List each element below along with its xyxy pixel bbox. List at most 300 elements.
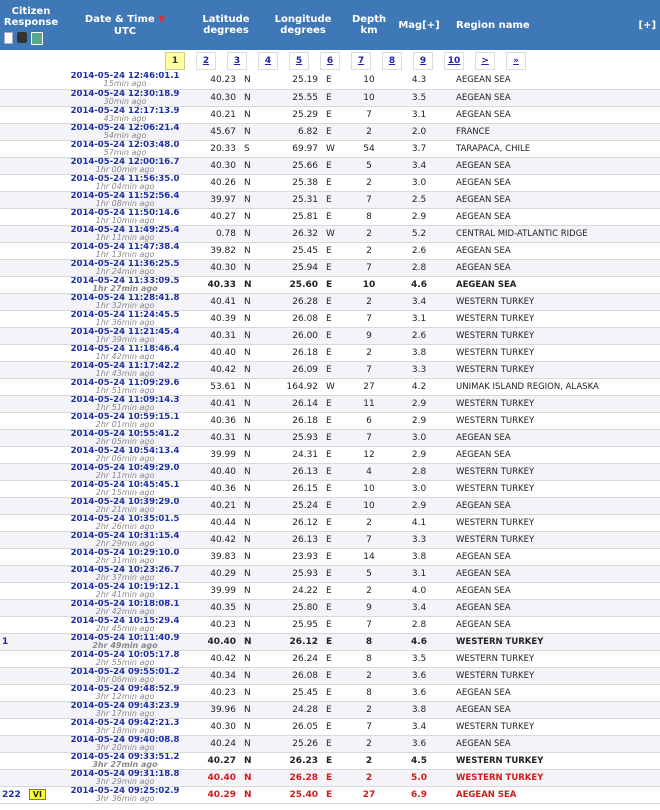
citizen-response-cell <box>0 344 60 361</box>
latitude-value: 40.29 <box>210 568 236 579</box>
longitude-value: 26.24 <box>292 653 319 664</box>
longitude-value: 26.23 <box>289 755 319 766</box>
depth-value: 5 <box>366 568 372 579</box>
table-row[interactable] <box>0 769 660 786</box>
event-datetime-link[interactable]: 2014-05-24 12:06:21.4 <box>70 123 180 133</box>
event-datetime-link[interactable]: 2014-05-24 11:56:35.0 <box>70 174 180 184</box>
table-row[interactable] <box>0 191 660 208</box>
time-ago: 2hr 31min ago <box>95 555 155 565</box>
longitude-value: 25.94 <box>292 262 319 273</box>
event-datetime-link[interactable]: 2014-05-24 11:24:45.5 <box>70 310 180 320</box>
time-ago: 1hr 11min ago <box>95 232 155 242</box>
event-datetime-link[interactable]: 2014-05-24 09:40:08.8 <box>70 735 180 745</box>
region-name: WESTERN TURKEY <box>456 653 535 664</box>
longitude-value: 25.45 <box>292 687 319 698</box>
datetime-cell <box>60 463 190 480</box>
depth-value: 7 <box>366 432 372 443</box>
page-link[interactable]: 3 <box>227 52 247 70</box>
magnitude-value: 3.1 <box>411 568 427 579</box>
latitude-direction: S <box>244 143 250 154</box>
event-datetime-link[interactable]: 2014-05-24 10:55:41.2 <box>70 429 180 439</box>
longitude-value: 26.18 <box>292 347 319 358</box>
event-datetime-link[interactable]: 2014-05-24 10:35:01.5 <box>70 514 180 524</box>
latitude-direction: N <box>244 75 251 86</box>
table-row[interactable] <box>0 446 660 463</box>
region-name: WESTERN TURKEY <box>456 330 535 341</box>
latitude-direction: N <box>244 738 251 749</box>
datetime-cell <box>60 191 190 208</box>
latitude-value: 40.42 <box>210 364 236 375</box>
page-link[interactable]: » <box>506 52 526 70</box>
event-datetime-link[interactable]: 2014-05-24 10:29:10.0 <box>70 548 180 558</box>
citizen-response-cell <box>0 531 60 548</box>
region-name: WESTERN TURKEY <box>456 415 535 426</box>
depth-value: 2 <box>366 704 372 715</box>
citizen-response-cell <box>0 327 60 344</box>
magnitude-value: 4.6 <box>411 279 427 290</box>
event-datetime-link[interactable]: 2014-05-24 09:33:51.2 <box>70 752 180 762</box>
longitude-value: 24.28 <box>292 704 319 715</box>
longitude-direction: E <box>326 653 332 664</box>
datetime-cell <box>60 276 190 293</box>
page-link[interactable]: 6 <box>320 52 340 70</box>
datetime-cell <box>60 650 190 667</box>
magnitude-value: 3.4 <box>411 602 427 613</box>
latitude-value: 40.21 <box>210 500 236 511</box>
latitude-value: 40.23 <box>210 619 236 630</box>
citizen-response-header[interactable] <box>0 0 60 50</box>
magnitude-value: 4.3 <box>411 75 427 86</box>
magnitude-value: 3.4 <box>411 160 427 171</box>
time-ago: 2hr 45min ago <box>95 623 155 633</box>
event-datetime-link[interactable]: 2014-05-24 10:49:29.0 <box>70 463 180 473</box>
datetime-cell <box>60 769 190 786</box>
table-row[interactable] <box>0 157 660 174</box>
citizen-response-cell <box>0 378 60 395</box>
table-row[interactable] <box>0 344 660 361</box>
camera-icon[interactable] <box>17 32 27 43</box>
table-row[interactable] <box>0 701 660 718</box>
event-datetime-link[interactable]: 2014-05-24 11:50:14.6 <box>70 208 180 218</box>
longitude-value: 25.45 <box>292 245 319 256</box>
region-name: AEGEAN SEA <box>456 75 511 86</box>
citizen-response-cell <box>0 72 60 89</box>
longitude-value: 26.15 <box>292 483 319 494</box>
datetime-cell <box>60 225 190 242</box>
longitude-unit: degrees <box>280 25 326 36</box>
latitude-header[interactable] <box>190 0 262 50</box>
page-link[interactable]: 4 <box>258 52 278 70</box>
longitude-value: 25.55 <box>292 92 319 103</box>
table-row[interactable] <box>0 480 660 497</box>
longitude-header[interactable] <box>262 0 344 50</box>
longitude-direction: E <box>326 177 332 188</box>
citizen-response-cell <box>0 276 60 293</box>
citizen-response-cell <box>0 769 60 786</box>
event-datetime-link[interactable]: 2014-05-24 10:05:17.8 <box>70 650 180 660</box>
longitude-value: 26.28 <box>289 772 319 783</box>
event-datetime-link[interactable]: 2014-05-24 09:31:18.8 <box>70 769 180 779</box>
table-row[interactable] <box>0 684 660 701</box>
region-name: AEGEAN SEA <box>456 109 511 120</box>
citizen-response-cell <box>0 633 60 650</box>
longitude-direction: E <box>326 483 332 494</box>
table-row[interactable] <box>0 395 660 412</box>
longitude-direction: E <box>326 755 333 766</box>
event-datetime-link[interactable]: 2014-05-24 10:15:29.4 <box>70 616 180 626</box>
region-name: AEGEAN SEA <box>456 177 511 188</box>
latitude-value: 40.31 <box>210 432 236 443</box>
datetime-cell <box>60 616 190 633</box>
longitude-direction: E <box>326 789 333 800</box>
longitude-direction: E <box>326 585 332 596</box>
datetime-cell <box>60 344 190 361</box>
depth-value: 10 <box>363 483 375 494</box>
depth-value: 2 <box>365 772 373 783</box>
datetime-header[interactable] <box>60 0 190 50</box>
table-row[interactable] <box>0 463 660 480</box>
table-row[interactable] <box>0 72 660 89</box>
datetime-cell <box>60 633 190 650</box>
page-link[interactable]: 7 <box>351 52 371 70</box>
intensity-badge: VI <box>29 789 46 800</box>
longitude-value: 25.29 <box>292 109 319 120</box>
latitude-value: 40.27 <box>210 211 236 222</box>
magnitude-value: 2.9 <box>411 398 427 409</box>
depth-value: 7 <box>366 109 372 120</box>
latitude-value: 39.82 <box>210 245 236 256</box>
table-row[interactable] <box>0 293 660 310</box>
depth-header[interactable] <box>344 0 394 50</box>
header-icons <box>2 32 60 45</box>
longitude-value: 25.24 <box>292 500 319 511</box>
citizen-response-cell <box>0 123 60 140</box>
datetime-cell <box>60 361 190 378</box>
datetime-cell <box>60 718 190 735</box>
event-datetime-link[interactable]: 2014-05-24 10:23:26.7 <box>70 565 180 575</box>
time-ago: 15min ago <box>103 79 147 89</box>
table-row[interactable] <box>0 140 660 157</box>
table-row[interactable] <box>0 89 660 106</box>
event-datetime-link[interactable]: 2014-05-24 10:59:15.1 <box>70 412 180 422</box>
citizen-response-cell <box>0 429 60 446</box>
latitude-direction: N <box>244 109 251 120</box>
datetime-cell <box>60 157 190 174</box>
table-row[interactable] <box>0 548 660 565</box>
pagination-row <box>0 50 660 72</box>
latitude-direction: N <box>244 279 252 290</box>
datetime-header-label: Date & Time <box>84 13 155 25</box>
citizen-response-cell <box>0 701 60 718</box>
latitude-value: 40.39 <box>210 313 236 324</box>
latitude-direction: N <box>244 126 251 137</box>
event-datetime-link[interactable]: 2014-05-24 12:00:16.7 <box>70 157 180 167</box>
longitude-value: 26.13 <box>292 466 319 477</box>
longitude-direction: E <box>326 415 332 426</box>
latitude-value: 39.99 <box>210 449 236 460</box>
page-link[interactable]: > <box>475 52 495 70</box>
event-datetime-link[interactable]: 2014-05-24 11:33:09.5 <box>70 276 180 286</box>
expand-label: [+] <box>638 19 657 31</box>
longitude-direction: E <box>326 687 332 698</box>
longitude-value: 25.38 <box>292 177 319 188</box>
latitude-unit: degrees <box>203 25 249 36</box>
depth-value: 8 <box>366 653 372 664</box>
event-datetime-link[interactable]: 2014-05-24 11:52:56.4 <box>70 191 180 201</box>
citizen-count[interactable]: 222 <box>2 790 21 800</box>
table-row[interactable] <box>0 106 660 123</box>
event-datetime-link[interactable]: 2014-05-24 09:55:01.2 <box>70 667 180 677</box>
depth-value: 8 <box>365 636 373 647</box>
depth-value: 2 <box>366 228 372 239</box>
datetime-cell <box>60 582 190 599</box>
table-row[interactable] <box>0 429 660 446</box>
depth-header-label: Depth <box>351 14 387 25</box>
table-row[interactable] <box>0 599 660 616</box>
table-row[interactable] <box>0 327 660 344</box>
page-link[interactable]: 2 <box>196 52 216 70</box>
citizen-response-cell <box>0 174 60 191</box>
time-ago: 43min ago <box>103 113 147 123</box>
region-header[interactable] <box>444 0 620 50</box>
region-name: AEGEAN SEA <box>456 92 511 103</box>
table-row[interactable] <box>0 242 660 259</box>
region-name: AEGEAN SEA <box>456 211 511 222</box>
table-row[interactable] <box>0 276 660 293</box>
depth-value: 2 <box>366 585 372 596</box>
longitude-direction: E <box>326 721 332 732</box>
time-ago: 57min ago <box>103 147 147 157</box>
datetime-cell <box>60 531 190 548</box>
magnitude-value: 3.8 <box>411 704 427 715</box>
longitude-value: 26.32 <box>292 228 319 239</box>
event-datetime-link[interactable]: 2014-05-24 09:48:52.9 <box>70 684 180 694</box>
depth-value: 2 <box>366 177 372 188</box>
page-link[interactable]: 5 <box>289 52 309 70</box>
datetime-cell <box>60 752 190 769</box>
citizen-response-cell <box>0 497 60 514</box>
longitude-direction: E <box>326 670 332 681</box>
latitude-value: 40.34 <box>210 670 236 681</box>
time-ago: 2hr 05min ago <box>95 436 155 446</box>
magnitude-value: 3.3 <box>411 364 427 375</box>
table-row[interactable] <box>0 208 660 225</box>
depth-value: 7 <box>366 721 372 732</box>
region-name: WESTERN TURKEY <box>456 517 535 528</box>
region-name: AEGEAN SEA <box>456 789 517 800</box>
table-row[interactable] <box>0 565 660 582</box>
time-ago: 2hr 29min ago <box>95 538 155 548</box>
latitude-direction: N <box>244 755 252 766</box>
longitude-value: 25.66 <box>292 160 319 171</box>
time-ago: 1hr 10min ago <box>95 215 155 225</box>
table-row[interactable] <box>0 361 660 378</box>
event-datetime-link[interactable]: 2014-05-24 10:18:08.1 <box>70 599 180 609</box>
magnitude-value: 2.9 <box>411 449 427 460</box>
citizen-response-cell <box>0 140 60 157</box>
latitude-value: 40.44 <box>210 517 236 528</box>
page-link[interactable]: 1 <box>165 52 185 70</box>
latitude-value: 40.35 <box>210 602 236 613</box>
latitude-value: 40.27 <box>207 755 236 766</box>
citizen-response-cell <box>0 514 60 531</box>
event-datetime-link[interactable]: 2014-05-24 10:45:45.1 <box>70 480 180 490</box>
table-row[interactable] <box>0 310 660 327</box>
table-row[interactable] <box>0 633 660 650</box>
time-ago: 1hr 36min ago <box>95 317 155 327</box>
event-datetime-link[interactable]: 2014-05-24 11:18:46.4 <box>70 344 180 354</box>
longitude-value: 25.95 <box>292 619 319 630</box>
citizen-response-cell <box>0 259 60 276</box>
latitude-direction: N <box>244 619 251 630</box>
time-ago: 3hr 18min ago <box>95 725 155 735</box>
event-datetime-link[interactable]: 2014-05-24 12:30:18.9 <box>70 89 180 99</box>
magnitude-value: 3.6 <box>411 670 427 681</box>
expand-columns-button[interactable] <box>620 0 660 50</box>
latitude-direction: N <box>244 483 251 494</box>
latitude-direction: N <box>244 772 252 783</box>
event-datetime-link[interactable]: 2014-05-24 09:42:21.3 <box>70 718 180 728</box>
event-datetime-link[interactable]: 2014-05-24 12:17:13.9 <box>70 106 180 116</box>
time-ago: 1hr 32min ago <box>95 300 155 310</box>
table-row[interactable] <box>0 667 660 684</box>
table-row[interactable] <box>0 123 660 140</box>
latitude-value: 40.31 <box>210 330 236 341</box>
region-name: WESTERN TURKEY <box>456 296 535 307</box>
datetime-cell <box>60 259 190 276</box>
event-datetime-link[interactable]: 2014-05-24 12:03:48.0 <box>70 140 180 150</box>
latitude-value: 40.29 <box>207 789 236 800</box>
table-header <box>0 0 660 50</box>
table-row[interactable] <box>0 378 660 395</box>
event-datetime-link[interactable]: 2014-05-24 09:43:23.9 <box>70 701 180 711</box>
event-datetime-link[interactable]: 2014-05-24 11:47:38.4 <box>70 242 180 252</box>
longitude-direction: E <box>326 194 332 205</box>
latitude-direction: N <box>244 687 251 698</box>
longitude-direction: E <box>326 364 332 375</box>
depth-value: 54 <box>363 143 375 154</box>
region-name: AEGEAN SEA <box>456 500 511 511</box>
magnitude-value: 3.6 <box>411 738 427 749</box>
table-row[interactable] <box>0 225 660 242</box>
magnitude-header[interactable] <box>394 0 444 50</box>
citizen-count[interactable]: 1 <box>2 636 9 647</box>
longitude-direction: E <box>326 602 332 613</box>
page-link[interactable]: 9 <box>413 52 433 70</box>
region-name: WESTERN TURKEY <box>456 313 535 324</box>
region-name: UNIMAK ISLAND REGION, ALASKA <box>456 381 599 392</box>
citizen-response-cell <box>0 310 60 327</box>
depth-unit: km <box>360 25 378 36</box>
table-row[interactable] <box>0 259 660 276</box>
event-datetime-link[interactable]: 2014-05-24 11:17:42.2 <box>70 361 180 371</box>
latitude-direction: N <box>244 364 251 375</box>
table-row[interactable] <box>0 752 660 769</box>
latitude-direction: N <box>244 500 251 511</box>
event-datetime-link[interactable]: 2014-05-24 11:28:41.8 <box>70 293 180 303</box>
event-datetime-link[interactable]: 2014-05-24 10:39:29.0 <box>70 497 180 507</box>
table-row[interactable] <box>0 786 660 803</box>
datetime-cell <box>60 174 190 191</box>
event-datetime-link[interactable]: 2014-05-24 12:46:01.1 <box>70 72 180 82</box>
table-row[interactable] <box>0 514 660 531</box>
time-ago: 2hr 41min ago <box>95 589 155 599</box>
depth-value: 9 <box>366 330 372 341</box>
event-datetime-link[interactable]: 2014-05-24 11:09:14.3 <box>70 395 180 405</box>
depth-value: 9 <box>366 602 372 613</box>
citizen-response-cell <box>0 208 60 225</box>
latitude-value: 40.30 <box>210 160 236 171</box>
citizen-response-cell <box>0 718 60 735</box>
datetime-cell <box>60 378 190 395</box>
table-row[interactable] <box>0 650 660 667</box>
event-datetime-link[interactable]: 2014-05-24 10:19:12.1 <box>70 582 180 592</box>
latitude-direction: N <box>244 177 251 188</box>
table-row[interactable] <box>0 735 660 752</box>
table-row[interactable] <box>0 582 660 599</box>
datetime-cell <box>60 735 190 752</box>
table-row[interactable] <box>0 616 660 633</box>
citizen-response-cell <box>0 786 60 803</box>
event-datetime-link[interactable]: 2014-05-24 09:25:02.9 <box>70 786 180 796</box>
table-row[interactable] <box>0 174 660 191</box>
datetime-cell <box>60 327 190 344</box>
longitude-direction: E <box>326 738 332 749</box>
map-icon[interactable] <box>31 32 43 45</box>
table-row[interactable] <box>0 412 660 429</box>
longitude-direction: E <box>326 432 332 443</box>
event-datetime-link[interactable]: 2014-05-24 10:54:13.4 <box>70 446 180 456</box>
latitude-value: 40.40 <box>210 466 236 477</box>
document-icon[interactable] <box>4 32 13 44</box>
event-datetime-link[interactable]: 2014-05-24 11:49:25.4 <box>70 225 180 235</box>
table-row[interactable] <box>0 497 660 514</box>
longitude-value: 26.05 <box>292 721 319 732</box>
longitude-value: 26.12 <box>289 636 319 647</box>
depth-value: 14 <box>363 551 375 562</box>
latitude-value: 39.99 <box>210 585 236 596</box>
event-datetime-link[interactable]: 2014-05-24 11:09:29.6 <box>70 378 180 388</box>
longitude-direction: E <box>326 211 332 222</box>
time-ago: 2hr 37min ago <box>95 572 155 582</box>
datetime-cell <box>60 786 190 803</box>
magnitude-value: 4.5 <box>411 755 427 766</box>
latitude-value: 40.36 <box>210 415 236 426</box>
event-datetime-link[interactable]: 2014-05-24 10:31:15.4 <box>70 531 180 541</box>
latitude-direction: N <box>244 415 251 426</box>
longitude-direction: E <box>326 636 333 647</box>
latitude-value: 40.40 <box>207 636 236 647</box>
magnitude-value: 5.0 <box>411 772 427 783</box>
region-name: WESTERN TURKEY <box>456 483 535 494</box>
event-datetime-link[interactable]: 2014-05-24 10:11:40.9 <box>70 633 180 643</box>
longitude-direction: E <box>326 296 332 307</box>
event-datetime-link[interactable]: 2014-05-24 11:36:25.5 <box>70 259 180 269</box>
page-link[interactable]: 10 <box>444 52 464 70</box>
time-ago: 1hr 04min ago <box>95 181 155 191</box>
region-name: CENTRAL MID-ATLANTIC RIDGE <box>456 228 588 239</box>
longitude-direction: E <box>326 262 332 273</box>
event-datetime-link[interactable]: 2014-05-24 11:21:45.4 <box>70 327 180 337</box>
time-ago: 2hr 42min ago <box>95 606 155 616</box>
table-row[interactable] <box>0 718 660 735</box>
pagination <box>0 52 660 70</box>
page-link[interactable]: 8 <box>382 52 402 70</box>
latitude-direction: N <box>244 636 252 647</box>
citizen-response-cell <box>0 157 60 174</box>
longitude-direction: W <box>326 228 335 239</box>
table-row[interactable] <box>0 531 660 548</box>
